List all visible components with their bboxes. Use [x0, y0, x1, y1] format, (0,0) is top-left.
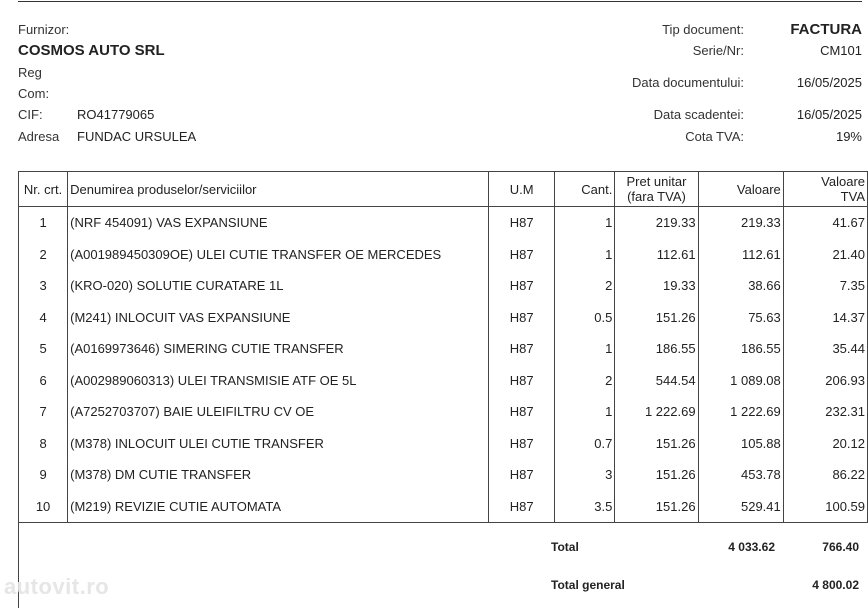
- table-row: [19, 396, 868, 428]
- row-vat: 20.12: [783, 428, 867, 460]
- row-description: (M219) REVIZIE CUTIE AUTOMATA: [68, 491, 489, 523]
- table-row: [19, 302, 868, 334]
- row-nr: 3: [19, 270, 68, 302]
- row-vat: 7.35: [783, 270, 867, 302]
- row-description: (A002989060313) ULEI TRANSMISIE ATF OE 5L: [68, 365, 489, 397]
- table-row: [19, 459, 868, 491]
- table-row: [19, 491, 868, 523]
- grand-total-value: 4 800.02: [812, 578, 859, 592]
- row-value: 453.78: [698, 459, 783, 491]
- doc-type-value: FACTURA: [790, 21, 862, 38]
- row-unit-price: 151.26: [615, 428, 698, 460]
- table-row: [19, 333, 868, 365]
- doc-type-label: Tip document:: [662, 22, 744, 37]
- row-unit: H87: [489, 302, 555, 334]
- watermark-logo: autovit.ro: [4, 574, 110, 599]
- row-value: 38.66: [698, 270, 783, 302]
- row-vat: 41.67: [783, 207, 867, 239]
- row-vat: 35.44: [783, 333, 867, 365]
- table-row: [19, 239, 868, 271]
- header-unit-price: [615, 172, 698, 207]
- row-value: 529.41: [698, 491, 783, 523]
- header-vat-value: [783, 172, 867, 207]
- row-description: (M378) DM CUTIE TRANSFER: [68, 459, 489, 491]
- row-quantity: 1: [555, 333, 615, 365]
- row-unit: H87: [489, 428, 555, 460]
- row-value: 219.33: [698, 207, 783, 239]
- row-nr: 8: [19, 428, 68, 460]
- series-value: CM101: [820, 43, 862, 58]
- header-quantity: Cant.: [555, 172, 615, 207]
- doc-date-label: Data documentului:: [631, 75, 744, 90]
- header-unit-price-line2: (fara TVA): [627, 189, 686, 204]
- row-unit-price: 544.54: [615, 365, 698, 397]
- address-value: FUNDAC URSULEA: [77, 129, 197, 144]
- row-nr: 4: [19, 302, 68, 334]
- row-description: (A7252703707) BAIE ULEIFILTRU CV OE: [68, 396, 489, 428]
- total-value: 4 033.62: [728, 540, 775, 554]
- row-description: (KRO-020) SOLUTIE CURATARE 1L: [68, 270, 489, 302]
- row-quantity: 2: [555, 270, 615, 302]
- table-row: [19, 207, 868, 239]
- top-divider: [18, 1, 862, 2]
- row-unit: H87: [489, 396, 555, 428]
- row-nr: 5: [19, 333, 68, 365]
- row-quantity: 3: [555, 459, 615, 491]
- row-value: 105.88: [698, 428, 783, 460]
- header-vat-line2: TVA: [840, 189, 865, 204]
- row-unit: H87: [489, 365, 555, 397]
- row-quantity: 0.5: [555, 302, 615, 334]
- row-unit: H87: [489, 459, 555, 491]
- due-date-value: 16/05/2025: [796, 107, 862, 122]
- reg-label: Reg: [18, 65, 42, 80]
- row-quantity: 1: [555, 207, 615, 239]
- doc-date-value: 16/05/2025: [796, 75, 862, 90]
- row-unit-price: 112.61: [615, 239, 698, 271]
- items-table: [18, 171, 868, 523]
- row-unit-price: 19.33: [615, 270, 698, 302]
- supplier-label: Furnizor:: [18, 22, 70, 37]
- row-unit-price: 186.55: [615, 333, 698, 365]
- row-unit: H87: [489, 491, 555, 523]
- total-label: Total: [551, 540, 579, 554]
- row-unit: H87: [489, 333, 555, 365]
- row-description: (M378) INLOCUIT ULEI CUTIE TRANSFER: [68, 428, 489, 460]
- row-vat: 21.40: [783, 239, 867, 271]
- table-row: [19, 428, 868, 460]
- header-unit-price-line1: Pret unitar: [626, 174, 687, 189]
- row-quantity: 3.5: [555, 491, 615, 523]
- row-value: 186.55: [698, 333, 783, 365]
- supplier-name: COSMOS AUTO SRL: [18, 42, 165, 59]
- row-nr: 10: [19, 491, 68, 523]
- header-vat-line1: Valoare: [821, 174, 865, 189]
- table-row: [19, 365, 868, 397]
- row-vat: 86.22: [783, 459, 867, 491]
- row-unit: H87: [489, 270, 555, 302]
- row-nr: 1: [19, 207, 68, 239]
- row-unit: H87: [489, 207, 555, 239]
- row-unit-price: 151.26: [615, 302, 698, 334]
- total-vat: 766.40: [822, 540, 859, 554]
- series-label: Serie/Nr:: [692, 43, 744, 58]
- row-quantity: 2: [555, 365, 615, 397]
- row-description: (M241) INLOCUIT VAS EXPANSIUNE: [68, 302, 489, 334]
- row-unit-price: 1 222.69: [615, 396, 698, 428]
- row-unit-price: 151.26: [615, 459, 698, 491]
- header-value: Valoare: [698, 172, 783, 207]
- com-label: Com:: [18, 86, 50, 101]
- row-nr: 9: [19, 459, 68, 491]
- vat-rate-label: Cota TVA:: [685, 129, 744, 144]
- row-description: (A0169973646) SIMERING CUTIE TRANSFER: [68, 333, 489, 365]
- row-unit: H87: [489, 239, 555, 271]
- row-value: 112.61: [698, 239, 783, 271]
- row-nr: 6: [19, 365, 68, 397]
- row-value: 1 089.08: [698, 365, 783, 397]
- row-vat: 206.93: [783, 365, 867, 397]
- row-vat: 100.59: [783, 491, 867, 523]
- row-vat: 232.31: [783, 396, 867, 428]
- header-description: Denumirea produselor/serviciilor: [68, 172, 489, 207]
- cif-value: RO41779065: [77, 107, 155, 122]
- row-value: 1 222.69: [698, 396, 783, 428]
- table-row: [19, 270, 868, 302]
- row-quantity: 1: [555, 396, 615, 428]
- grand-total-label: Total general: [551, 578, 625, 592]
- row-description: (A001989450309OE) ULEI CUTIE TRANSFER OE MERCEDES: [68, 239, 489, 271]
- row-quantity: 1: [555, 239, 615, 271]
- header-unit: U.M: [489, 172, 555, 207]
- row-value: 75.63: [698, 302, 783, 334]
- header-nr: Nr. crt.: [19, 172, 68, 207]
- row-nr: 2: [19, 239, 68, 271]
- row-unit-price: 219.33: [615, 207, 698, 239]
- address-label: Adresa: [18, 129, 60, 144]
- row-unit-price: 151.26: [615, 491, 698, 523]
- row-nr: 7: [19, 396, 68, 428]
- vat-rate-value: 19%: [835, 129, 862, 144]
- row-vat: 14.37: [783, 302, 867, 334]
- row-description: (NRF 454091) VAS EXPANSIUNE: [68, 207, 489, 239]
- due-date-label: Data scadentei:: [653, 107, 744, 122]
- row-quantity: 0.7: [555, 428, 615, 460]
- cif-label: CIF:: [18, 107, 43, 122]
- table-header-row: [19, 172, 868, 207]
